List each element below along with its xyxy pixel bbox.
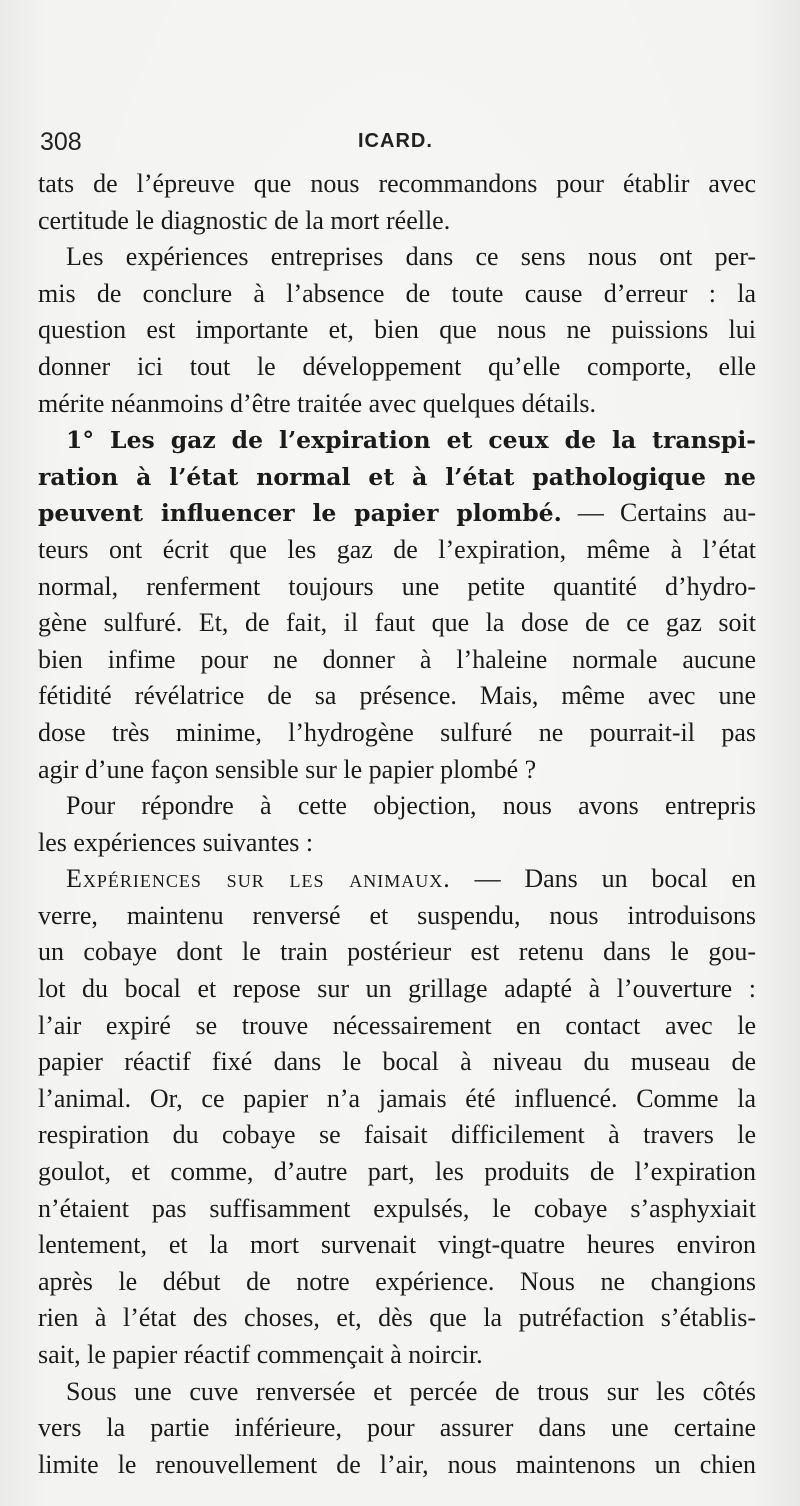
text-line — [38, 495, 756, 532]
line-text: verre, maintenu renversé et suspendu, nous introduisons — [38, 900, 756, 930]
line-text: Pour répondre à cette objection, nous avons entrepris — [66, 791, 756, 821]
line-text: — Certains au- — [561, 498, 757, 528]
text-line — [38, 934, 756, 971]
text-line — [38, 678, 756, 715]
line-text: les expériences suivantes : — [38, 827, 314, 857]
line-text: Sous une cuve renversée et percée de trous sur les côtés — [66, 1376, 756, 1406]
line-text: — Dans un bocal en — [450, 864, 757, 894]
text-line — [38, 898, 756, 935]
text-line — [38, 569, 756, 606]
text-line — [38, 203, 756, 240]
line-text: rien à l’état des choses, et, dès que la putréfaction s’établis- — [38, 1303, 756, 1333]
text-line — [38, 349, 756, 386]
line-text: Les expériences entreprises dans ce sens nous ont per- — [66, 242, 756, 272]
line-text: certitude le diagnostic de la mort réelle. — [38, 205, 451, 235]
line-text: bien infime pour ne donner à l’haleine normale aucune — [38, 644, 756, 674]
text-line — [38, 532, 756, 569]
line-text: respiration du cobaye se faisait difficilement à travers le — [38, 1120, 756, 1150]
text-line — [38, 1264, 756, 1301]
line-text: lot du bocal et repose sur un grillage adapté à l’ouverture : — [38, 974, 756, 1004]
line-text: après le début de notre expérience. Nous ne changions — [38, 1266, 756, 1296]
text-line — [38, 1117, 756, 1154]
text-line — [38, 825, 756, 862]
line-text: l’air expiré se trouve nécessairement en contact avec le — [38, 1010, 756, 1040]
subsection-title: Expériences sur les animaux. — [66, 864, 451, 894]
text-line — [38, 1154, 756, 1191]
line-text: papier réactif fixé dans le bocal à niveau du museau de — [38, 1047, 756, 1077]
line-text: agir d’une façon sensible sur le papier plombé ? — [38, 754, 537, 784]
text-line — [38, 788, 756, 825]
text-line — [38, 422, 756, 459]
page-header — [40, 128, 760, 158]
section-heading-text: peuvent influencer le papier plombé. — [38, 499, 562, 528]
line-text: sait, le papier réactif commençait à noircir. — [38, 1340, 483, 1369]
line-text: vers la partie inférieure, pour assurer dans une certaine — [38, 1413, 756, 1443]
line-text: n’étaient pas suffisamment expulsés, le cobaye s’asphyxiait — [38, 1193, 756, 1223]
running-head: ICARD. — [358, 130, 433, 152]
text-line — [38, 1337, 756, 1374]
text-line — [38, 605, 756, 642]
line-text: un cobaye dont le train postérieur est retenu dans le gou- — [38, 937, 756, 967]
text-line — [38, 1374, 756, 1411]
text-line — [38, 1081, 756, 1118]
text-line — [38, 1410, 756, 1447]
line-text: tats de l’épreuve que nous recommandons pour établir avec — [38, 169, 756, 198]
line-text: limite le renouvellement de l’air, nous maintenons un chien — [38, 1449, 756, 1479]
body-text — [38, 166, 756, 1483]
line-text: question est importante et, bien que nous ne puissions lui — [38, 315, 756, 345]
text-line — [38, 1300, 756, 1337]
text-line — [38, 861, 756, 898]
line-text: normal, renferment toujours une petite quantité d’hydro- — [38, 571, 756, 601]
text-line — [38, 239, 756, 276]
text-line — [38, 1008, 756, 1045]
line-text: mis de conclure à l’absence de toute cause d’erreur : la — [38, 278, 756, 308]
text-line — [38, 312, 756, 349]
line-text: fétidité révélatrice de sa présence. Mais, même avec une — [38, 681, 756, 711]
line-text: gène sulfuré. Et, de fait, il faut que la dose de ce gaz soit — [38, 608, 756, 638]
text-line — [38, 715, 756, 752]
text-line — [38, 971, 756, 1008]
line-text: goulot, et comme, d’autre part, les produits de l’expiration — [38, 1157, 756, 1187]
text-line — [38, 459, 756, 496]
line-text: mérite néanmoins d’être traitée avec quelques détails. — [38, 388, 597, 418]
line-text: lentement, et la mort survenait vingt-quatre heures environ — [38, 1230, 756, 1260]
text-line — [38, 166, 756, 203]
text-line — [38, 752, 756, 789]
text-line — [38, 1191, 756, 1228]
text-line — [38, 1447, 756, 1484]
text-line — [38, 1227, 756, 1264]
text-line — [38, 386, 756, 423]
line-text: donner ici tout le développement qu’elle comporte, elle — [38, 351, 756, 381]
line-text: teurs ont écrit que les gaz de l’expiration, même à l’état — [38, 534, 756, 564]
line-text: l’animal. Or, ce papier n’a jamais été influencé. Comme la — [38, 1083, 756, 1113]
line-text: ration à l’état normal et à l’état pathologique ne — [38, 462, 756, 491]
text-line — [38, 1044, 756, 1081]
text-line — [38, 642, 756, 679]
line-text: 1° Les gaz de l’expiration et ceux de la transpi- — [66, 426, 756, 455]
text-line — [38, 276, 756, 313]
line-text: dose très minime, l’hydrogène sulfuré ne pourrait-il pas — [38, 717, 756, 747]
page-number: 308 — [40, 128, 82, 156]
